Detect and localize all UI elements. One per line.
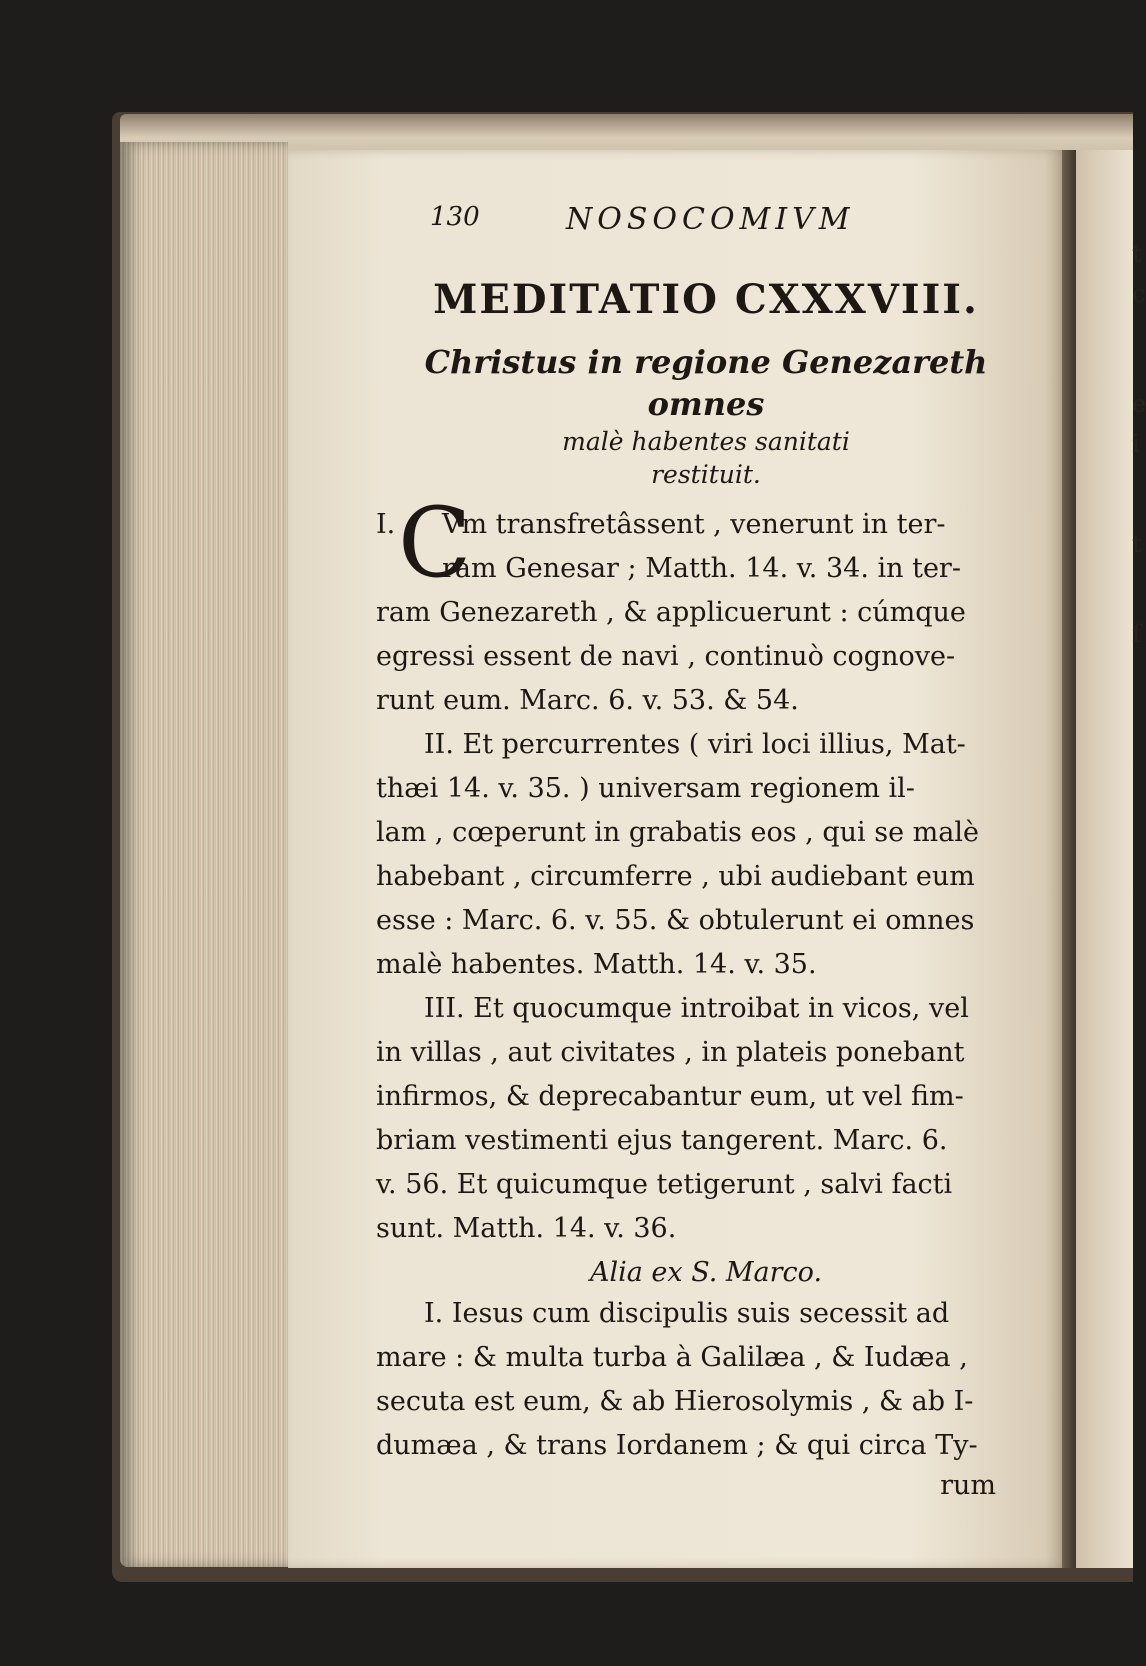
text-line: sunt. Matth. 14. v. 36. xyxy=(376,1213,677,1245)
text-line: runt eum. Marc. 6. v. 53. & 54. xyxy=(376,685,799,717)
text-line: ram Genezareth , & applicuerunt : cúmque xyxy=(376,597,966,629)
page-header xyxy=(376,202,1036,246)
paragraph-number: I. xyxy=(376,509,396,541)
text-line: habebant , circumferre , ubi audiebant eum xyxy=(376,861,975,893)
text-line: infirmos, & deprecabantur eum, ut vel fim- xyxy=(376,1081,964,1113)
page-text xyxy=(376,202,1036,1501)
page-stack-edge xyxy=(120,142,288,1567)
text-line: Vm transfretâssent , venerunt in ter- xyxy=(442,509,946,541)
text-line: esse : Marc. 6. v. 55. & obtulerunt ei omnes xyxy=(376,905,975,937)
meditation-title: MEDITATIO CXXXVIII. xyxy=(433,276,979,323)
text-line: briam vestimenti ejus tangerent. Marc. 6. xyxy=(376,1125,948,1157)
text-line: malè habentes. Matth. 14. v. 35. xyxy=(376,949,817,981)
text-line: II. Et percurrentes ( viri loci illius, Mat- xyxy=(424,729,966,761)
facing-glyph: e xyxy=(1132,390,1146,418)
running-head: NOSOCOMIVM xyxy=(566,202,855,237)
section-heading: Alia ex S. Marco. xyxy=(589,1257,823,1289)
text-line: in villas , aut civitates , in plateis ponebant xyxy=(376,1037,965,1069)
facing-glyph: t xyxy=(1132,240,1142,268)
facing-page-fragment xyxy=(1076,150,1146,1568)
page-number: 130 xyxy=(430,202,480,232)
text-line: egressi essent de navi , continuò cognove- xyxy=(376,641,956,673)
facing-glyph: f xyxy=(1132,620,1141,648)
drop-cap-initial: C xyxy=(398,487,472,600)
text-line: v. 56. Et quicumque tetigerunt , salvi facti xyxy=(376,1169,953,1201)
text-line: dumæa , & trans Iordanem ; & qui circa Ty- xyxy=(376,1430,978,1462)
catchword: rum xyxy=(940,1470,996,1502)
text-line: lam , cœperunt in grabatis eos , qui se malè xyxy=(376,817,979,849)
text-line: ram Genesar ; Matth. 14. v. 34. in ter- xyxy=(442,553,961,585)
text-line: mare : & multa turba à Galilæa , & Iudæa , xyxy=(376,1342,968,1374)
subtitle-line: malè habentes sanitati xyxy=(562,427,850,457)
meditation-subtitle xyxy=(376,341,1036,491)
subtitle-line: restituit. xyxy=(651,460,761,490)
paragraph-1 xyxy=(376,487,1036,600)
text-line: III. Et quocumque introibat in vicos, vel xyxy=(424,993,969,1025)
facing-glyph: t xyxy=(1132,530,1142,558)
facing-glyph: c xyxy=(1132,280,1146,308)
book-gutter xyxy=(1062,150,1076,1568)
facing-glyph: i xyxy=(1132,430,1140,458)
text-line: secuta est eum, & ab Hierosolymis , & ab I- xyxy=(376,1386,974,1418)
text-line: I. Iesus cum discipulis suis secessit ad xyxy=(424,1298,950,1330)
subtitle-line: Christus in regione Genezareth omnes xyxy=(424,343,988,424)
text-line: thæi 14. v. 35. ) universam regionem il- xyxy=(376,773,915,805)
